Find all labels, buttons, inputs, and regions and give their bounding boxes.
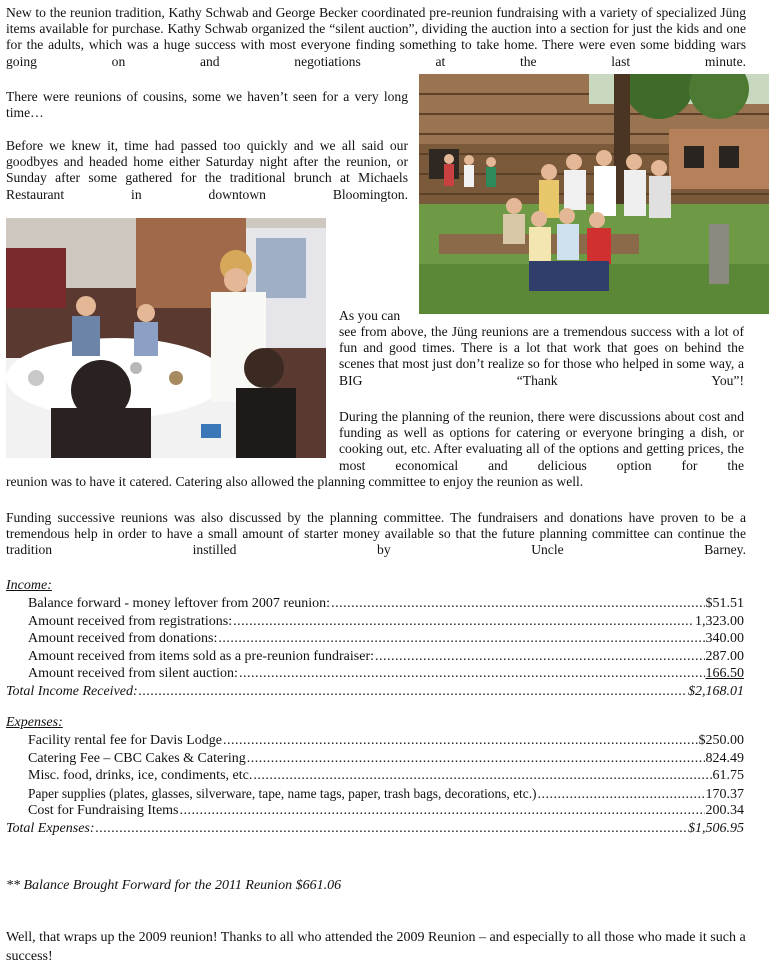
planning-paragraph-end: reunion was to have it catered. Catering also allowed the planning committee to enjoy the reunion as well. (6, 474, 584, 489)
expenses-heading: Expenses: (6, 715, 63, 730)
balance-brought-forward: ** Balance Brought Forward for the 2011 Reunion $661.06 (6, 878, 342, 893)
income-label: Amount received from silent auction: (28, 666, 238, 682)
income-total-amount: $2,168.01 (688, 683, 744, 699)
expense-amount: 200.34 (705, 803, 744, 819)
income-total-label: Total Income Received: (6, 683, 138, 699)
expense-label: Cost for Fundraising Items (28, 803, 179, 819)
expense-amount: 824.49 (705, 750, 744, 766)
cousins-paragraph: There were reunions of cousins, some we haven’t seen for a very long time… (6, 89, 408, 121)
income-amount: $51.51 (705, 596, 744, 611)
income-amount: 166.50 (705, 666, 744, 682)
leader-dots (96, 820, 687, 838)
expenses-total-amount: $1,506.95 (688, 820, 744, 836)
income-row (6, 665, 744, 683)
expense-row (6, 750, 744, 768)
leader-dots (538, 786, 705, 804)
expenses-total-row (6, 820, 744, 838)
leader-dots (375, 648, 704, 666)
income-row (6, 648, 744, 666)
funding-paragraph: Funding successive reunions was also discussed by the planning committee. The fundraisers and donations have proven to be a tremendous help in order to have a small amount of starter money available so that the future planning committee can continue the tradition instilled by Uncle Barney. (6, 510, 746, 558)
income-label: Amount received from donations: (28, 631, 218, 647)
income-label: Balance forward - money leftover from 2007 reunion: (28, 596, 331, 611)
income-amount: 340.00 (705, 631, 744, 647)
income-ledger (6, 577, 744, 701)
outdoor-group-photo (419, 74, 769, 314)
success-paragraph: see from above, the Jüng reunions are a tremendous success with a lot of fun and good times. There is a lot that work that goes on behind the scenes that most just don’t realize so for those who helped in some way, a BIG “Thank You”! (339, 324, 744, 388)
income-label: Amount received from registrations: (28, 613, 233, 629)
income-amount: 287.00 (705, 648, 744, 664)
expense-amount: 170.37 (705, 786, 744, 802)
expense-row (6, 802, 744, 820)
indoor-dining-photo (6, 218, 326, 458)
intro-paragraph: New to the reunion tradition, Kathy Schwab and George Becker coordinated pre-reunion fundraising with a variety of specialized Jüng items available for purchase. Kathy Schwab organized the “silent auction”, dividing the auction into a section for just the kids and one for the adults, which was a huge success with most everyone finding something to take home. There were even some bidding wars going on and negotiations at the last minute. (6, 5, 746, 69)
planning-paragraph: During the planning of the reunion, there were discussions about cost and funding as well as options for catering or everyone bringing a dish, or cooking out, etc. After evaluating all of the options and getting prices, the most economical and delicious option for the (339, 409, 744, 473)
closing-paragraph: Well, that wraps up the 2009 reunion! Thanks to all who attended the 2009 Reunion – and especially to all those who made it such a success! (6, 930, 746, 964)
leader-dots (253, 767, 711, 785)
leader-dots (331, 595, 704, 613)
goodbyes-paragraph: Before we knew it, time had passed too quickly and we all said our goodbyes and headed home either Saturday night after the reunion, or Sunday after some gathered for the traditional brunch at Michaels Restaurant in downtown Bloomington. (6, 138, 408, 202)
income-label: Amount received from items sold as a pre-reunion fundraiser: (28, 648, 375, 664)
success-paragraph-lead: As you can (339, 308, 401, 323)
expense-row (6, 785, 744, 803)
income-amount: 1,323.00 (695, 613, 744, 629)
income-heading: Income: (6, 578, 52, 593)
leader-dots (247, 750, 705, 768)
expense-label: Catering Fee – CBC Cakes & Catering (28, 750, 246, 766)
expense-row (6, 767, 744, 785)
expense-amount: 61.75 (712, 768, 744, 784)
leader-dots (239, 665, 705, 683)
income-total-row (6, 683, 744, 701)
leader-dots (180, 802, 705, 820)
expense-label: Facility rental fee for Davis Lodge (28, 733, 222, 748)
expenses-ledger (6, 714, 744, 838)
leader-dots (218, 630, 704, 648)
income-row (6, 630, 744, 648)
expense-row (6, 732, 744, 750)
expense-label: Paper supplies (plates, glasses, silverware, tape, name tags, paper, trash bags, decorations, etc.) (28, 785, 537, 801)
expense-label: Misc. food, drinks, ice, condiments, etc. (28, 768, 253, 784)
leader-dots (233, 613, 694, 631)
expense-amount: $250.00 (698, 733, 744, 748)
income-row (6, 613, 744, 631)
leader-dots (223, 732, 698, 750)
income-row (6, 595, 744, 613)
expenses-total-label: Total Expenses: (6, 820, 95, 836)
leader-dots (139, 683, 687, 701)
